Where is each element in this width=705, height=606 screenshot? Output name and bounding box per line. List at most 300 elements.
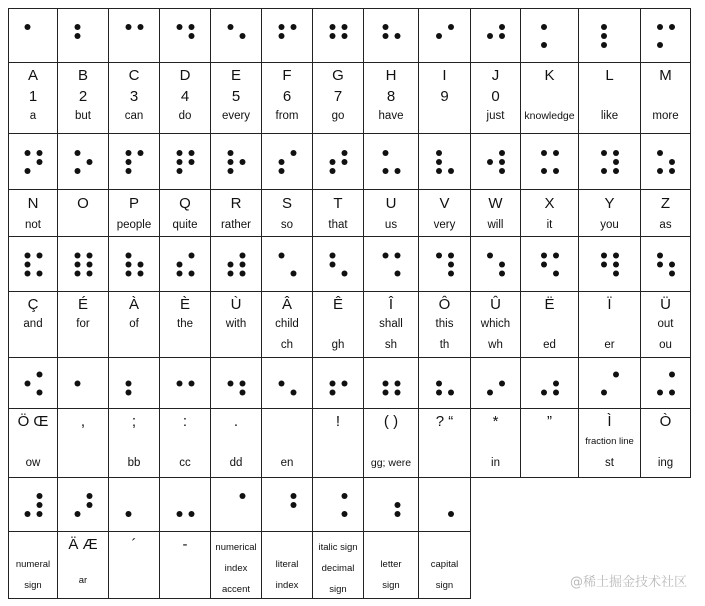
braille-dot xyxy=(657,150,663,156)
contraction-label: people xyxy=(116,219,152,231)
label-cell xyxy=(210,291,262,358)
primary-char: ( ) xyxy=(383,413,399,430)
braille-cell xyxy=(57,477,109,532)
contraction-label: every xyxy=(221,110,251,122)
sign-label-line: index xyxy=(275,580,299,591)
braille-cell xyxy=(8,477,58,532)
braille-cell xyxy=(261,236,313,292)
braille-dot xyxy=(75,33,81,39)
label-cell xyxy=(418,408,471,478)
primary-char: D xyxy=(179,67,191,84)
sign-label-line: accent xyxy=(222,584,250,595)
braille-dot xyxy=(177,168,183,174)
braille-dot xyxy=(499,381,505,387)
contraction-label: it xyxy=(546,219,553,231)
braille-dot xyxy=(541,390,547,396)
braille-pattern xyxy=(58,9,109,63)
braille-cell xyxy=(210,357,262,409)
primary-char: É xyxy=(77,296,88,313)
braille-dot xyxy=(499,168,505,174)
braille-dot xyxy=(177,150,183,156)
primary-char: Û xyxy=(490,296,501,313)
braille-dot xyxy=(657,253,663,259)
braille-cell xyxy=(363,236,419,292)
braille-dot xyxy=(138,271,144,277)
braille-dot xyxy=(613,262,619,268)
braille-pattern xyxy=(109,478,160,532)
braille-dot xyxy=(279,168,285,174)
braille-dot xyxy=(499,150,505,156)
braille-dot xyxy=(75,271,81,277)
braille-dot xyxy=(189,271,195,277)
braille-dot xyxy=(240,390,246,396)
braille-dot xyxy=(25,511,31,517)
braille-dot xyxy=(189,24,195,30)
braille-pattern xyxy=(641,9,691,63)
sign-label-line: index xyxy=(224,563,248,574)
braille-dot xyxy=(330,24,336,30)
label-cell xyxy=(640,408,691,478)
braille-pattern xyxy=(9,134,58,190)
braille-cell xyxy=(578,236,641,292)
braille-dot xyxy=(601,168,607,174)
braille-dot xyxy=(291,390,297,396)
braille-dot xyxy=(601,33,607,39)
primary-char: O xyxy=(77,195,89,212)
braille-dot xyxy=(436,253,442,259)
label-cell xyxy=(640,189,691,237)
braille-dot xyxy=(37,159,43,165)
label-cell xyxy=(312,291,364,358)
contraction-label: ch xyxy=(280,339,294,351)
primary-char: : xyxy=(182,413,188,430)
contraction-label: gg; were xyxy=(370,457,412,469)
braille-cell xyxy=(57,133,109,190)
braille-cell xyxy=(312,133,364,190)
label-cell xyxy=(159,531,211,599)
label-cell xyxy=(418,62,471,134)
braille-dot xyxy=(613,159,619,165)
braille-pattern xyxy=(262,358,313,409)
label-cell xyxy=(578,408,641,478)
braille-pattern xyxy=(364,134,419,190)
braille-dot xyxy=(177,262,183,268)
braille-dot xyxy=(669,159,675,165)
primary-char: S xyxy=(281,195,292,212)
braille-cell xyxy=(312,8,364,63)
braille-cell xyxy=(8,357,58,409)
braille-pattern xyxy=(58,358,109,409)
number-char: 5 xyxy=(231,88,241,105)
braille-dot xyxy=(228,262,234,268)
braille-dot xyxy=(499,271,505,277)
braille-dot xyxy=(75,168,81,174)
braille-dot xyxy=(669,372,675,378)
braille-dot xyxy=(448,262,454,268)
braille-dot xyxy=(177,381,183,387)
label-cell xyxy=(418,531,471,599)
braille-dot xyxy=(669,24,675,30)
braille-cell xyxy=(578,133,641,190)
braille-cell xyxy=(261,8,313,63)
contraction-label: cc xyxy=(179,457,191,469)
braille-cell xyxy=(640,8,691,63)
braille-dot xyxy=(553,271,559,277)
braille-dot xyxy=(25,150,31,156)
braille-dot xyxy=(601,150,607,156)
label-cell xyxy=(312,62,364,134)
label-cell xyxy=(8,189,58,237)
braille-cell xyxy=(312,357,364,409)
primary-char: Ù xyxy=(230,296,242,313)
braille-dot xyxy=(75,150,81,156)
braille-cell xyxy=(210,133,262,190)
label-cell xyxy=(640,291,691,358)
braille-dot xyxy=(25,253,31,259)
braille-cell xyxy=(8,8,58,63)
label-cell xyxy=(261,62,313,134)
primary-char: Ë xyxy=(544,296,555,313)
braille-dot xyxy=(487,33,493,39)
braille-dot xyxy=(189,511,195,517)
contraction-label: ed xyxy=(543,339,556,351)
braille-dot xyxy=(657,168,663,174)
braille-dot xyxy=(177,511,183,517)
label-cell xyxy=(520,189,579,237)
primary-char: . xyxy=(233,413,239,430)
primary-char: Ü xyxy=(660,296,671,313)
contraction-label: but xyxy=(75,110,91,122)
braille-dot xyxy=(37,493,43,499)
braille-dot xyxy=(138,24,144,30)
primary-char: Ê xyxy=(332,296,343,313)
braille-dot xyxy=(75,511,81,517)
braille-dot xyxy=(395,390,401,396)
sign-label-line: sign xyxy=(24,580,42,591)
braille-pattern xyxy=(641,237,691,292)
contraction-label: dd xyxy=(229,457,243,469)
braille-dot xyxy=(330,253,336,259)
braille-dot xyxy=(228,24,234,30)
label-cell xyxy=(108,291,160,358)
label-cell xyxy=(8,408,58,478)
braille-dot xyxy=(189,159,195,165)
braille-dot xyxy=(75,262,81,268)
braille-dot xyxy=(383,168,389,174)
braille-dot xyxy=(279,381,285,387)
label-cell xyxy=(108,62,160,134)
braille-cell xyxy=(159,8,211,63)
number-char: 2 xyxy=(78,88,88,105)
braille-dot xyxy=(487,159,493,165)
label-cell xyxy=(108,189,160,237)
sign-label-line: capital xyxy=(430,559,459,570)
sign-label-line: letter xyxy=(380,559,402,570)
braille-cell xyxy=(640,357,691,409)
braille-pattern xyxy=(160,9,211,63)
braille-pattern xyxy=(9,9,58,63)
braille-cell xyxy=(363,357,419,409)
label-cell xyxy=(210,62,262,134)
label-cell xyxy=(159,291,211,358)
braille-dot xyxy=(177,159,183,165)
label-cell xyxy=(210,408,262,478)
braille-pattern xyxy=(313,358,364,409)
braille-cell xyxy=(108,477,160,532)
braille-cell xyxy=(57,8,109,63)
contraction-label: that xyxy=(328,219,348,231)
braille-dot xyxy=(228,381,234,387)
contraction-label: ou xyxy=(659,339,672,351)
contraction-label: can xyxy=(124,110,144,122)
braille-dot xyxy=(330,33,336,39)
contraction-label: more xyxy=(652,110,679,122)
contraction-word: of xyxy=(129,318,139,330)
braille-dot xyxy=(189,253,195,259)
braille-dot xyxy=(436,168,442,174)
braille-pattern xyxy=(313,478,364,532)
contraction-label: you xyxy=(600,219,619,231)
braille-cell xyxy=(520,236,579,292)
braille-pattern xyxy=(313,134,364,190)
braille-pattern xyxy=(419,9,471,63)
braille-cell xyxy=(261,133,313,190)
braille-dot xyxy=(383,390,389,396)
braille-dot xyxy=(541,262,547,268)
braille-pattern xyxy=(262,9,313,63)
braille-dot xyxy=(601,24,607,30)
contraction-word: out xyxy=(657,318,674,330)
braille-cell xyxy=(57,236,109,292)
number-char: 3 xyxy=(129,88,139,105)
primary-char: H xyxy=(385,67,397,84)
sign-label-line: sign xyxy=(435,580,454,591)
braille-pattern xyxy=(419,134,471,190)
contraction-label: quite xyxy=(172,219,198,231)
braille-dot xyxy=(499,24,505,30)
sign-label-line: ar xyxy=(78,575,88,586)
label-cell xyxy=(578,189,641,237)
label-cell xyxy=(57,408,109,478)
label-cell xyxy=(418,291,471,358)
braille-pattern xyxy=(364,237,419,292)
label-cell xyxy=(159,189,211,237)
braille-dot xyxy=(383,33,389,39)
braille-dot xyxy=(383,381,389,387)
braille-dot xyxy=(330,159,336,165)
braille-dot xyxy=(177,24,183,30)
contraction-word: this xyxy=(435,318,454,330)
label-cell xyxy=(8,291,58,358)
braille-dot xyxy=(613,168,619,174)
braille-pattern xyxy=(471,9,521,63)
contraction-label: very xyxy=(433,219,456,231)
primary-char: R xyxy=(230,195,242,212)
braille-dot xyxy=(126,24,132,30)
braille-dot xyxy=(487,390,493,396)
braille-dot xyxy=(395,271,401,277)
braille-dot xyxy=(279,159,285,165)
contraction-label: do xyxy=(178,110,192,122)
braille-pattern xyxy=(160,358,211,409)
label-cell xyxy=(108,531,160,599)
sign-label-line: decimal xyxy=(321,563,355,574)
sign-label-line: numerical xyxy=(215,542,257,553)
braille-dot xyxy=(240,253,246,259)
label-cell xyxy=(418,189,471,237)
primary-char: J xyxy=(491,67,500,84)
braille-dot xyxy=(342,493,348,499)
contraction-word: fraction line xyxy=(585,436,634,447)
braille-cell xyxy=(210,477,262,532)
label-cell xyxy=(520,408,579,478)
braille-cell xyxy=(159,236,211,292)
braille-dot xyxy=(291,24,297,30)
braille-cell xyxy=(312,477,364,532)
braille-pattern xyxy=(471,134,521,190)
sign-label-line: numeral xyxy=(15,559,51,570)
sign-label-line: sign xyxy=(329,584,347,595)
braille-dot xyxy=(25,168,31,174)
braille-dot xyxy=(553,150,559,156)
primary-char: Ä Æ xyxy=(68,536,98,553)
braille-dot xyxy=(330,390,336,396)
braille-dot xyxy=(342,511,348,517)
braille-dot xyxy=(342,33,348,39)
watermark: @稀土掘金技术社区 xyxy=(569,575,687,590)
primary-char: C xyxy=(128,67,140,84)
label-cell xyxy=(578,291,641,358)
braille-cell xyxy=(210,8,262,63)
braille-pattern xyxy=(641,358,691,409)
label-cell xyxy=(108,408,160,478)
braille-cell xyxy=(108,8,160,63)
braille-dot xyxy=(395,253,401,259)
braille-pattern xyxy=(419,478,471,532)
number-char: 6 xyxy=(282,88,292,105)
label-cell xyxy=(210,189,262,237)
braille-dot xyxy=(669,168,675,174)
braille-pattern xyxy=(109,358,160,409)
braille-pattern xyxy=(262,478,313,532)
primary-char: Z xyxy=(660,195,671,212)
contraction-label: not xyxy=(25,219,41,231)
braille-dot xyxy=(87,271,93,277)
braille-cell xyxy=(261,357,313,409)
label-cell xyxy=(363,189,419,237)
braille-cell xyxy=(363,8,419,63)
braille-pattern xyxy=(579,9,641,63)
label-cell xyxy=(363,62,419,134)
braille-cell xyxy=(520,357,579,409)
braille-dot xyxy=(126,381,132,387)
label-cell xyxy=(363,531,419,599)
braille-cell xyxy=(363,477,419,532)
braille-cell xyxy=(261,477,313,532)
primary-char: Ï xyxy=(607,296,612,313)
contraction-word: for xyxy=(76,318,90,330)
braille-dot xyxy=(499,159,505,165)
braille-dot xyxy=(126,168,132,174)
braille-cell xyxy=(108,357,160,409)
label-cell xyxy=(261,189,313,237)
braille-pattern xyxy=(160,237,211,292)
braille-dot xyxy=(189,381,195,387)
contraction-label: bb xyxy=(127,457,141,469)
braille-dot xyxy=(25,381,31,387)
label-cell xyxy=(312,189,364,237)
braille-dot xyxy=(383,150,389,156)
primary-char: I xyxy=(442,67,447,84)
braille-dot xyxy=(613,150,619,156)
contraction-word: and xyxy=(23,318,43,330)
braille-dot xyxy=(601,253,607,259)
braille-cell xyxy=(8,133,58,190)
braille-dot xyxy=(87,262,93,268)
braille-dot xyxy=(448,168,454,174)
braille-dot xyxy=(240,271,246,277)
primary-char: ´ xyxy=(131,536,137,553)
braille-cell xyxy=(418,236,471,292)
braille-cell xyxy=(470,8,521,63)
braille-dot xyxy=(669,390,675,396)
braille-dot xyxy=(448,253,454,259)
braille-pattern xyxy=(9,358,58,409)
label-cell xyxy=(210,531,262,599)
braille-pattern xyxy=(313,9,364,63)
braille-pattern xyxy=(364,478,419,532)
label-cell xyxy=(363,408,419,478)
braille-dot xyxy=(25,271,31,277)
braille-pattern xyxy=(58,237,109,292)
braille-dot xyxy=(126,390,132,396)
label-cell xyxy=(261,531,313,599)
braille-dot xyxy=(75,381,81,387)
primary-char: U xyxy=(385,195,397,212)
label-cell xyxy=(470,408,521,478)
label-cell xyxy=(57,189,109,237)
braille-pattern xyxy=(364,9,419,63)
braille-cell xyxy=(418,357,471,409)
label-cell xyxy=(312,531,364,599)
primary-char: - xyxy=(182,536,188,553)
braille-pattern xyxy=(471,358,521,409)
braille-pattern xyxy=(579,134,641,190)
braille-dot xyxy=(601,42,607,48)
braille-dot xyxy=(553,168,559,174)
braille-cell xyxy=(312,236,364,292)
primary-char: N xyxy=(27,195,39,212)
braille-dot xyxy=(436,33,442,39)
braille-dot xyxy=(342,271,348,277)
braille-dot xyxy=(87,493,93,499)
braille-dot xyxy=(25,262,31,268)
number-char: 1 xyxy=(28,88,38,105)
braille-dot xyxy=(37,271,43,277)
braille-dot xyxy=(138,150,144,156)
label-cell xyxy=(520,291,579,358)
contraction-label: ing xyxy=(657,457,674,469)
sign-label-line: sign xyxy=(382,580,400,591)
braille-pattern xyxy=(211,134,262,190)
braille-pattern xyxy=(313,237,364,292)
braille-dot xyxy=(228,159,234,165)
braille-dot xyxy=(342,150,348,156)
braille-dot xyxy=(177,271,183,277)
primary-char: Ô xyxy=(438,296,451,313)
braille-dot xyxy=(669,271,675,277)
braille-dot xyxy=(395,33,401,39)
